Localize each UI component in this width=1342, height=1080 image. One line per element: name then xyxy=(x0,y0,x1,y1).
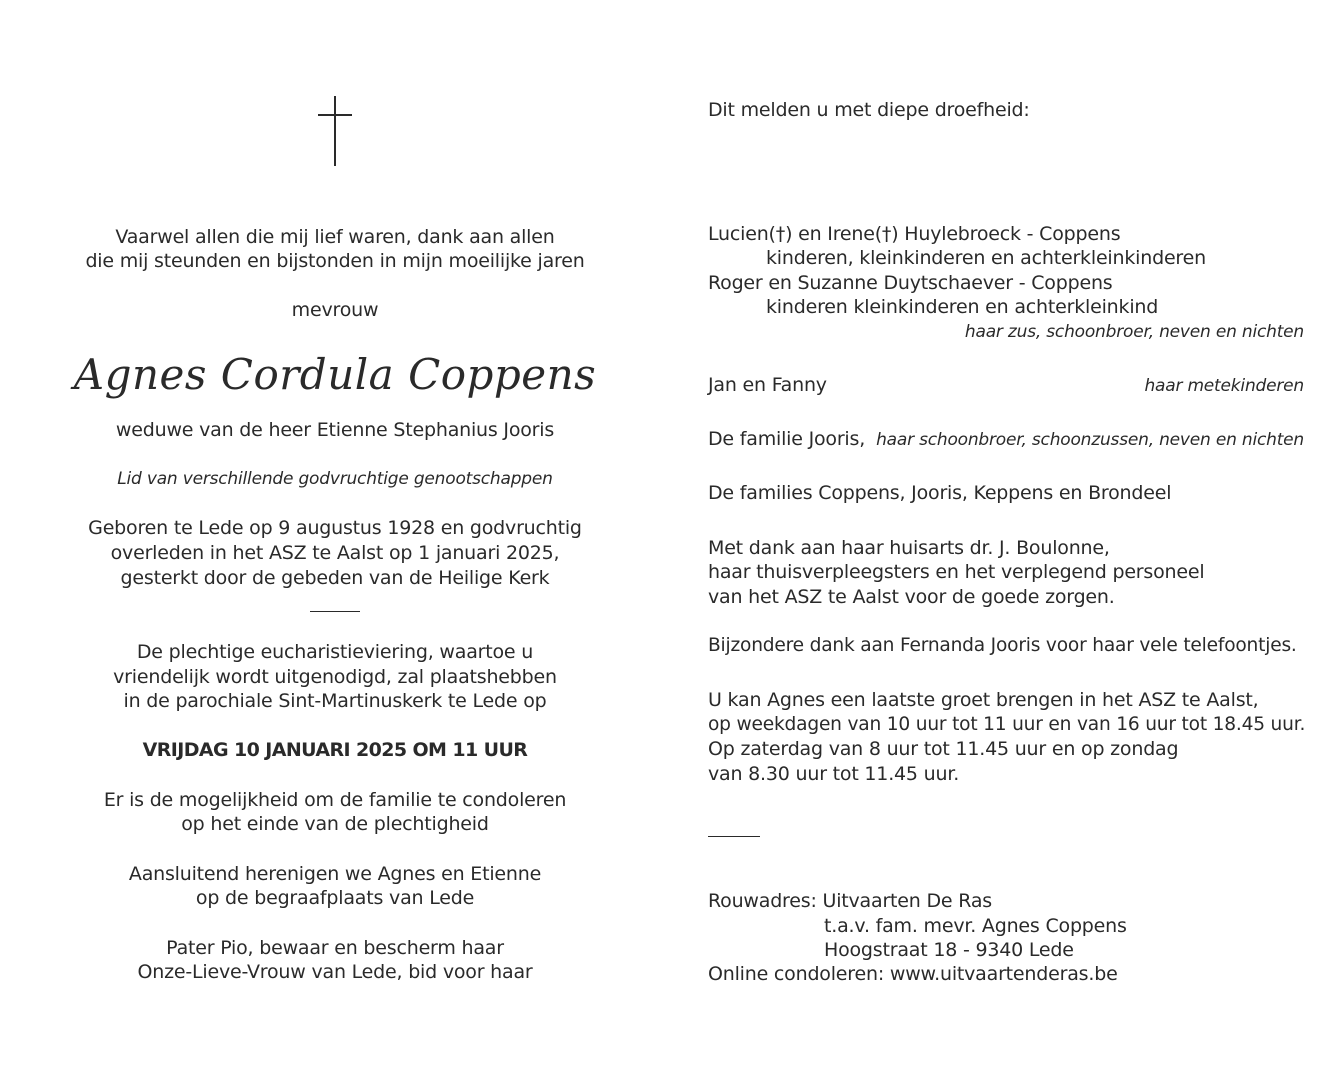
prayer-line-2: Onze-Lieve-Vrouw van Lede, bid voor haar xyxy=(137,961,533,983)
farewell-line-1: Vaarwel allen die mij lief waren, dank aan allen xyxy=(115,226,555,248)
online-condolence: Online condoleren: www.uitvaartenderas.be xyxy=(708,963,1118,985)
godchildren-relation: haar metekinderen xyxy=(1144,376,1304,396)
service-date: VRIJDAG 10 JANUARI 2025 OM 11 UUR xyxy=(142,739,528,761)
address-line-3: Hoogstraat 18 - 9340 Lede xyxy=(824,939,1074,961)
deceased-name: Agnes Cordula Coppens xyxy=(73,350,597,399)
family-line-4: kinderen kleinkinderen en achterkleinkind xyxy=(766,296,1159,318)
jooris-relation: haar schoonbroer, schoonzussen, neven en nichten xyxy=(876,430,1304,450)
special-thanks: Bijzondere dank aan Fernanda Jooris voor haar vele telefoontjes. xyxy=(708,635,1297,656)
visit-line-1: U kan Agnes een laatste groet brengen in het ASZ te Aalst, xyxy=(708,689,1259,711)
thanks-line-3: van het ASZ te Aalst voor de goede zorgen. xyxy=(708,586,1115,608)
born-line-3: gesterkt door de gebeden van de Heilige Kerk xyxy=(120,567,550,589)
service-line-3: in de parochiale Sint-Martinuskerk te Lede op xyxy=(123,690,547,712)
address-line-2: t.a.v. fam. mevr. Agnes Coppens xyxy=(824,915,1127,937)
divider xyxy=(310,611,360,612)
family-relation: haar zus, schoonbroer, neven en nichten xyxy=(964,322,1304,342)
farewell-line-2: die mij steunden en bijstonden in mijn moeilijke jaren xyxy=(85,250,585,272)
thanks-line-2: haar thuisverpleegsters en het verplegend personeel xyxy=(708,561,1205,583)
title-mevrouw: mevrouw xyxy=(291,299,379,321)
burial-line-2: op de begraafplaats van Lede xyxy=(195,887,475,909)
divider-right xyxy=(708,836,760,837)
service-line-2: vriendelijk wordt uitgenodigd, zal plaatshebben xyxy=(113,666,557,688)
godchildren-names: Jan en Fanny xyxy=(708,374,827,396)
visit-line-3: Op zaterdag van 8 uur tot 11.45 uur en op zondag xyxy=(708,738,1179,760)
cross-icon xyxy=(318,96,352,166)
jooris-family: De familie Jooris, xyxy=(708,428,866,450)
visit-line-4: van 8.30 uur tot 11.45 uur. xyxy=(708,763,960,785)
families-line: De families Coppens, Jooris, Keppens en Brondeel xyxy=(708,482,1172,504)
family-line-2: kinderen, kleinkinderen en achterkleinkinderen xyxy=(766,247,1206,269)
family-line-1: Lucien(†) en Irene(†) Huylebroeck - Coppens xyxy=(708,223,1121,245)
thanks-line-1: Met dank aan haar huisarts dr. J. Boulonne, xyxy=(708,537,1110,559)
condolence-line-2: op het einde van de plechtigheid xyxy=(181,813,489,835)
membership-line: Lid van verschillende godvruchtige genootschappen xyxy=(117,469,553,489)
widow-line: weduwe van de heer Etienne Stephanius Jooris xyxy=(115,419,555,441)
born-line-2: overleden in het ASZ te Aalst op 1 januari 2025, xyxy=(110,542,560,564)
burial-line-1: Aansluitend herenigen we Agnes en Etienne xyxy=(128,863,542,885)
service-line-1: De plechtige eucharistieviering, waartoe u xyxy=(136,641,534,663)
family-line-3: Roger en Suzanne Duytschaever - Coppens xyxy=(708,272,1113,294)
visit-line-2: op weekdagen van 10 uur tot 11 uur en van 16 uur tot 18.45 uur. xyxy=(708,714,1306,735)
prayer-line-1: Pater Pio, bewaar en bescherm haar xyxy=(166,937,504,959)
intro-line: Dit melden u met diepe droefheid: xyxy=(708,99,1030,121)
condolence-line-1: Er is de mogelijkheid om de familie te condoleren xyxy=(103,789,567,811)
born-line-1: Geboren te Lede op 9 augustus 1928 en godvruchtig xyxy=(88,517,582,539)
address-line-1: Rouwadres: Uitvaarten De Ras xyxy=(708,890,992,912)
